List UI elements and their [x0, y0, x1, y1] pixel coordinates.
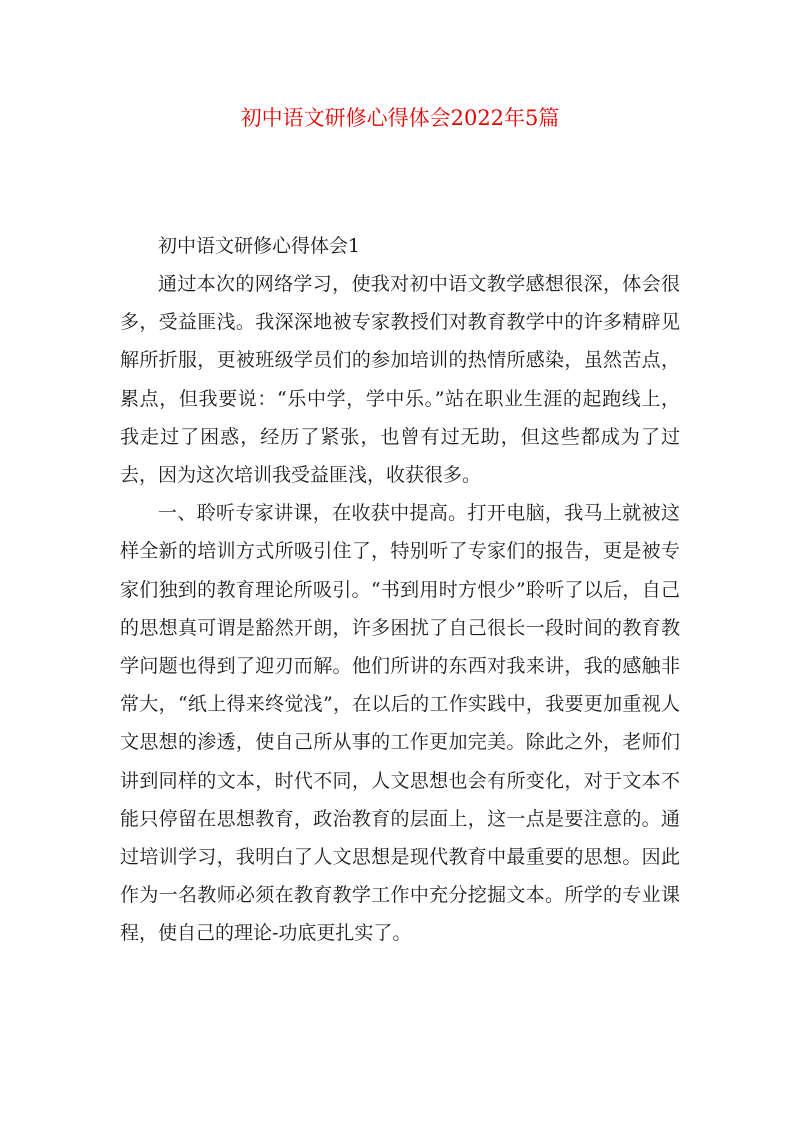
paragraph-point-one: 一、聆听专家讲课，在收获中提高。打开电脑，我马上就被这样全新的培训方式所吸引住了，特别听了专家们的报告，更是被专家们独到的教育理论所吸引。“书到用时方恨少”聆听了以后，自己的思想真可谓是豁然开朗，许多困扰了自己很长一段时间的教育教学问题也得到了迎刃而解。他们所讲的东西对我来讲，我的感触非常大，“纸上得来终觉浅”，在以后的工作实践中，我要更加重视人文思想的渗透，使自己所从事的工作更加完美。除此之外，老师们讲到同样的文本，时代不同，人文思想也会有所变化，对于文本不能只停留在思想教育，政治教育的层面上，这一点是要注意的。通过培训学习，我明白了人文思想是现代教育中最重要的思想。因此作为一名教师必须在教育教学工作中充分挖掘文本。所学的专业课程，使自己的理论-功底更扎实了。 — [120, 502, 680, 945]
section-heading: 初中语文研修心得体会1 — [158, 235, 361, 257]
document-body — [120, 227, 680, 953]
paragraph-intro: 通过本次的网络学习，使我对初中语文教学感想很深，体会很多，受益匪浅。我深深地被专家教授们对教育教学中的许多精辟见解所折服，更被班级学员们的参加培训的热情所感染，虽然苦点，累点，但我要说：“乐中学，学中乐。”站在职业生涯的起跑线上，我走过了困惑，经历了紧张，也曾有过无助，但这些都成为了过去，因为这次培训我受益匪浅，收获很多。 — [120, 273, 680, 487]
document-title: 初中语文研修心得体会2022年5篇 — [240, 106, 560, 130]
